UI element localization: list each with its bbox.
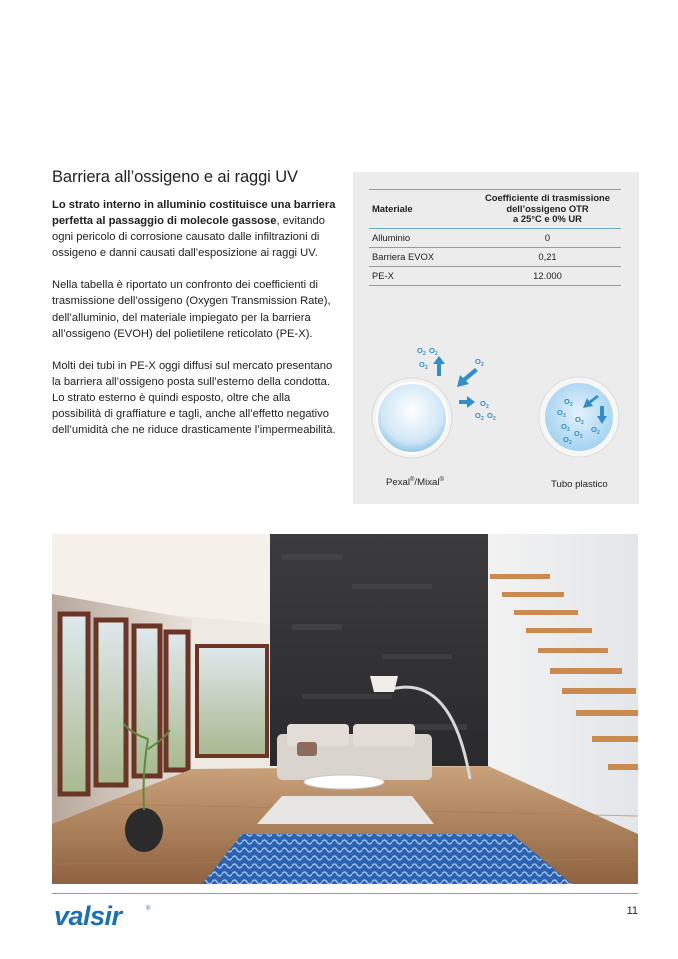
paragraph-2: Nella tabella è riportato un confronto dei coefficienti di trasmissione dell’ossigeno (Oxygen Transmission Rate), dell’alluminio, del materiale impiegato per la barriera all’ossigeno (EVOH) del polietilene reticolato (PE-X). <box>52 279 331 340</box>
row-material: Barriera EVOX <box>369 247 474 266</box>
oxygen-diagram <box>353 332 639 502</box>
svg-text:®: ® <box>146 906 151 912</box>
oxygen-sub: 2 <box>423 351 426 357</box>
oxygen-sub: 2 <box>486 404 489 410</box>
oxygen-sub: 2 <box>481 416 484 422</box>
oxygen-sub: 2 <box>569 440 572 446</box>
tubo-caption: Tubo plastico <box>551 479 608 490</box>
vase <box>125 808 163 852</box>
valsir-logo-svg <box>52 898 162 932</box>
paragraph-1-bold: Lo strato interno in alluminio costituisce una barriera perfetta al passaggio di molecole gassose <box>52 199 336 228</box>
paragraph-3: Molti dei tubi in PE-X oggi diffusi sul mercato presentano la barriera all’ossigeno posta sull’esterno della condotta. Lo strato esterno è quindi esposto, oltre che alla possibilità di graffiature e tagli, anche all’effetto negativo dell’umidità che ne riduce drasticamente l’impermeabilità. <box>52 359 336 437</box>
comparison-panel <box>353 172 639 504</box>
interior-photo-svg <box>52 534 638 884</box>
table-row <box>369 247 621 266</box>
oxygen-label: O <box>419 360 425 369</box>
oxygen-sub: 2 <box>581 420 584 426</box>
oxygen-sub: 2 <box>425 365 428 371</box>
sofa <box>277 724 432 780</box>
rug <box>257 796 434 824</box>
reg-mark: ® <box>439 477 444 483</box>
page-number: 11 <box>626 905 638 917</box>
paragraph-1-rest: , evitando ogni pericolo di corrosione causato dalle infiltrazioni di ossigeno e danni causati dall’esposizione ai raggi UV. <box>52 215 325 260</box>
oxygen-label: O <box>557 408 563 417</box>
paragraph-1 <box>52 197 342 261</box>
otr-table <box>369 189 621 286</box>
body-text <box>52 197 342 454</box>
row-value: 0 <box>474 228 621 247</box>
oxygen-sub: 2 <box>597 430 600 436</box>
up-arrow-icon <box>433 356 445 376</box>
window <box>166 632 188 770</box>
row-material: Alluminio <box>369 228 474 247</box>
mixal-label: /Mixal <box>414 477 440 489</box>
oxygen-label: O <box>475 411 481 420</box>
window <box>96 620 126 785</box>
oxygen-label: O <box>574 429 580 438</box>
header-coefficient <box>474 190 621 229</box>
window <box>60 614 88 794</box>
coffee-table <box>304 775 384 789</box>
header-coef-line1: Coefficiente di trasmissione <box>484 192 611 203</box>
table-row <box>369 266 621 285</box>
row-material: PE-X <box>369 266 474 285</box>
oxygen-label: O <box>429 346 435 355</box>
table-row <box>369 228 621 247</box>
header-coef-line3: a 25°C e 0% UR <box>513 213 582 225</box>
diag-arrow-icon <box>457 368 478 387</box>
oxygen-sub: 2 <box>493 416 496 422</box>
page-title: Barriera all’ossigeno e ai raggi UV <box>52 168 298 186</box>
table-header-row <box>369 190 621 229</box>
oxygen-label: O <box>475 357 481 366</box>
oxygen-label: O <box>487 411 493 420</box>
oxygen-sub: 2 <box>580 434 583 440</box>
header-coef-line2: dell’ossigeno OTR <box>506 202 589 214</box>
oxygen-sub: 2 <box>567 427 570 433</box>
pexal-caption <box>386 477 444 488</box>
pexal-label: Pexal <box>386 477 410 489</box>
window <box>134 626 160 776</box>
oxygen-label: O <box>591 425 597 434</box>
interior-photo <box>52 534 638 884</box>
oxygen-label: O <box>417 346 423 355</box>
oxygen-label: O <box>480 399 486 408</box>
oxygen-label: O <box>561 422 567 431</box>
header-material: Materiale <box>369 190 474 229</box>
oxygen-label: O <box>564 397 570 406</box>
reg-mark: ® <box>410 477 415 483</box>
oxygen-sub: 2 <box>481 362 484 368</box>
pexal-pipe-inner <box>377 383 447 453</box>
svg-text:valsir: valsir <box>54 901 122 931</box>
row-value: 0,21 <box>474 247 621 266</box>
valsir-logo <box>52 898 162 932</box>
window <box>197 646 267 756</box>
oxygen-sub: 2 <box>435 351 438 357</box>
oxygen-label: O <box>563 435 569 444</box>
row-value: 12.000 <box>474 266 621 285</box>
right-arrow-icon <box>459 396 475 408</box>
oxygen-sub: 2 <box>570 402 573 408</box>
oxygen-sub: 2 <box>563 413 566 419</box>
heating-pipes <box>202 834 572 884</box>
oxygen-label: O <box>575 415 581 424</box>
footer-rule <box>52 893 638 894</box>
